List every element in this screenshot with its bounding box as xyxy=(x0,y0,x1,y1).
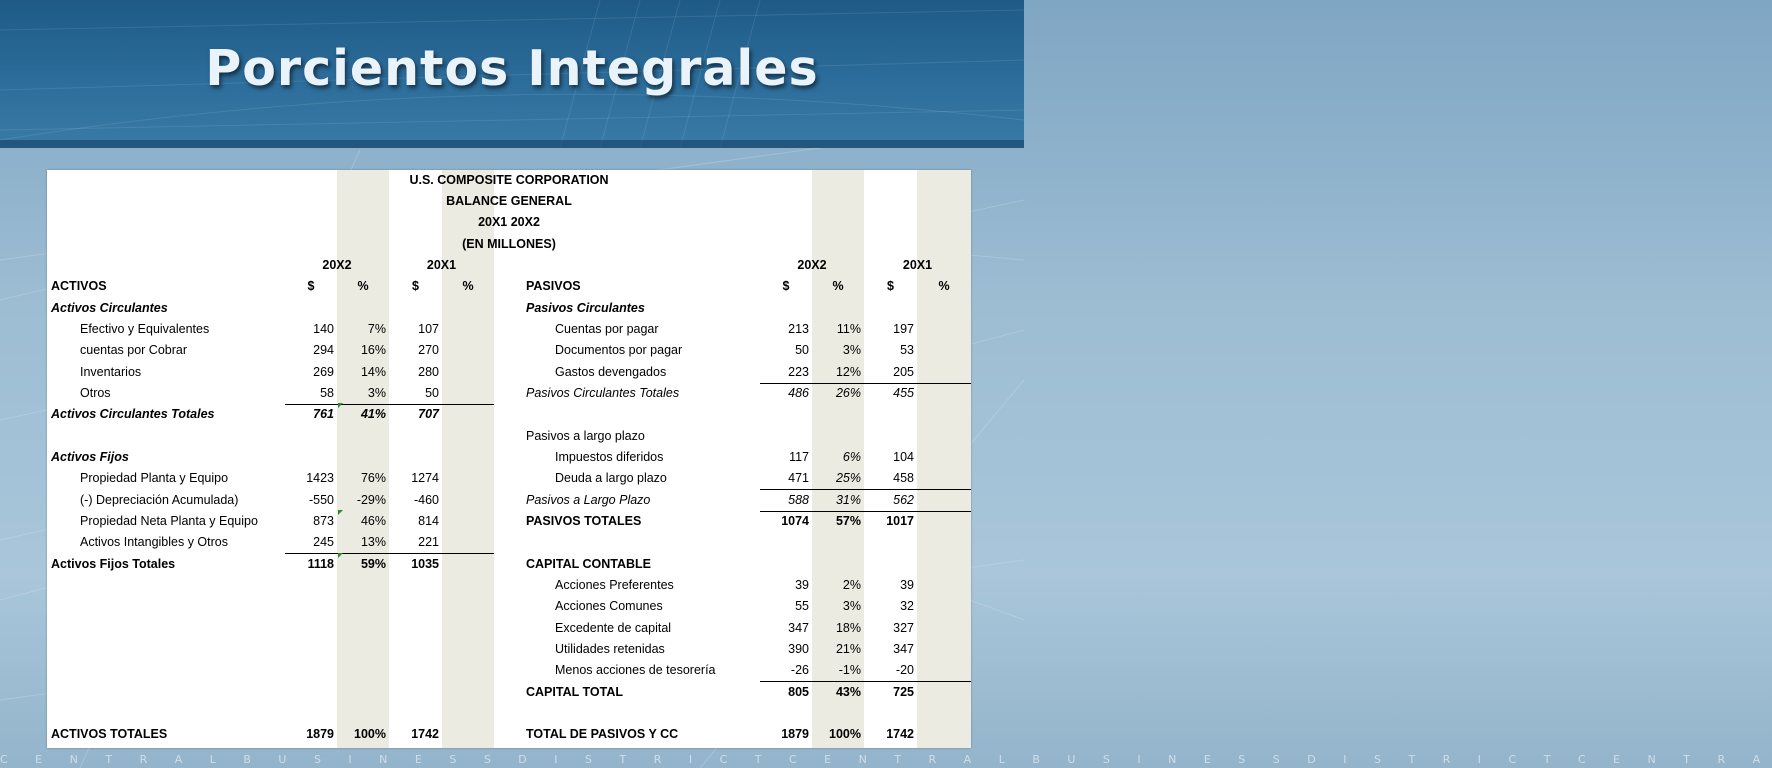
liab-row-v2: 32 xyxy=(900,599,914,613)
liab-row-label: Acciones Comunes xyxy=(555,599,663,613)
liab-row-label: Gastos devengados xyxy=(555,365,667,379)
assets-row-p1: 59% xyxy=(360,557,386,571)
assets-row-v2: 50 xyxy=(425,386,439,400)
assets-row-v1: 58 xyxy=(320,386,334,400)
assets-year-a: 20X2 xyxy=(322,258,352,272)
assets-row-label: (-) Depreciación Acumulada) xyxy=(80,493,239,507)
liab-row-p1: 25% xyxy=(835,471,861,485)
assets-row-v2: 221 xyxy=(418,535,439,549)
liab-row-label: Deuda a largo plazo xyxy=(555,471,667,485)
assets-heading: ACTIVOS xyxy=(51,279,107,293)
liab-row-p1: 31% xyxy=(835,493,861,507)
liab-year-b: 20X1 xyxy=(902,258,933,272)
liab-row-label: PASIVOS TOTALES xyxy=(526,514,642,528)
assets-row-label: Activos Circulantes xyxy=(51,301,168,315)
liab-row-v1: 39 xyxy=(795,578,809,592)
assets-grand-total-p1: 100% xyxy=(354,727,386,741)
assets-row-v2: -460 xyxy=(413,493,439,507)
liab-row-v2: 725 xyxy=(893,685,914,699)
assets-year-b: 20X1 xyxy=(426,258,457,272)
liab-heading: PASIVOS xyxy=(526,279,581,293)
liab-row-v2: 347 xyxy=(893,642,914,656)
assets-row-p1: 7% xyxy=(367,322,386,336)
footer-text-strip: C E N T R A L B U S I N E S S D I S T R I C T C E N T R A L B U S I N E S S D I S T R I C T C E N T R A xyxy=(0,753,1772,766)
liab-row-label: Acciones Preferentes xyxy=(555,578,674,592)
slide-title: Porcientos Integrales xyxy=(205,40,819,97)
assets-row-label: Activos Circulantes Totales xyxy=(51,407,215,421)
assets-grand-total-v1: 1879 xyxy=(306,727,334,741)
report-periods: 20X1 20X2 xyxy=(478,215,540,229)
assets-row-v1: 1423 xyxy=(306,471,334,485)
assets-row-v2: 1274 xyxy=(411,471,439,485)
liab-row-v2: 455 xyxy=(893,386,914,400)
assets-row-v2: 814 xyxy=(418,514,439,528)
liab-row-v1: 486 xyxy=(788,386,809,400)
liab-row-label: Pasivos Circulantes xyxy=(526,301,645,315)
liab-row-v2: 104 xyxy=(893,450,914,464)
liab-grand-total-v2: 1742 xyxy=(886,727,914,741)
liab-grand-total-label: TOTAL DE PASIVOS Y CC xyxy=(526,727,679,741)
assets-grand-total-v2: 1742 xyxy=(411,727,439,741)
liab-year-a: 20X2 xyxy=(797,258,827,272)
assets-row-v1: 140 xyxy=(313,322,334,336)
assets-row-v2: 1035 xyxy=(411,557,439,571)
assets-row-label: Activos Fijos xyxy=(51,450,129,464)
liab-row-p1: 43% xyxy=(835,685,861,699)
liab-row-v2: 327 xyxy=(893,621,914,635)
liab-row-label: CAPITAL TOTAL xyxy=(526,685,623,699)
liab-col-dollar-b: $ xyxy=(887,279,894,293)
liab-row-v1: 805 xyxy=(788,685,809,699)
liab-row-v2: 205 xyxy=(893,365,914,379)
assets-grand-total-label: ACTIVOS TOTALES xyxy=(51,727,168,741)
liab-row-v1: 1074 xyxy=(781,514,809,528)
liab-grand-total-v1: 1879 xyxy=(781,727,809,741)
assets-col-dollar-b: $ xyxy=(412,279,419,293)
assets-row-p1: 3% xyxy=(367,386,386,400)
assets-row-v1: 245 xyxy=(313,535,334,549)
liab-row-p1: 26% xyxy=(835,386,861,400)
assets-row-v2: 707 xyxy=(418,407,439,421)
formula-marker xyxy=(338,403,343,408)
title-banner xyxy=(0,0,1024,148)
assets-row-label: Propiedad Planta y Equipo xyxy=(80,471,229,485)
assets-row-p1: 13% xyxy=(360,535,386,549)
assets-row-label: Activos Intangibles y Otros xyxy=(80,535,228,549)
assets-row-label: Activos Fijos Totales xyxy=(51,557,176,571)
report-units: (EN MILLONES) xyxy=(462,237,556,251)
assets-row-v1: -550 xyxy=(308,493,334,507)
formula-marker xyxy=(338,510,343,515)
assets-row-label: Propiedad Neta Planta y Equipo xyxy=(80,514,258,528)
assets-row-p1: 76% xyxy=(360,471,386,485)
liab-col-pct-b: % xyxy=(938,279,950,293)
liab-row-label: Pasivos a largo plazo xyxy=(526,429,645,443)
liab-row-v2: 458 xyxy=(893,471,914,485)
liab-col-pct-a: % xyxy=(832,279,844,293)
assets-col-pct-a: % xyxy=(357,279,369,293)
liab-row-label: Pasivos a Largo Plazo xyxy=(526,493,651,507)
assets-row-v1: 1118 xyxy=(307,557,334,571)
company-name: U.S. COMPOSITE CORPORATION xyxy=(409,173,609,187)
liab-grand-total-p1: 100% xyxy=(829,727,861,741)
liab-row-label: Impuestos diferidos xyxy=(555,450,664,464)
report-name: BALANCE GENERAL xyxy=(446,194,572,208)
liab-row-p1: 57% xyxy=(835,514,861,528)
liab-row-v1: 55 xyxy=(795,599,809,613)
liab-col-dollar-a: $ xyxy=(782,279,790,293)
assets-row-label: Efectivo y Equivalentes xyxy=(80,322,210,336)
assets-row-label: cuentas por Cobrar xyxy=(80,343,188,357)
liab-row-p1: 3% xyxy=(842,343,861,357)
liab-row-p1: 6% xyxy=(842,450,861,464)
balance-sheet-table xyxy=(47,170,971,748)
liab-row-v1: 213 xyxy=(788,322,809,336)
liab-row-v2: 197 xyxy=(893,322,914,336)
liab-row-p1: -1% xyxy=(838,663,861,677)
liab-row-label: Pasivos Circulantes Totales xyxy=(526,386,680,400)
liab-row-v1: 390 xyxy=(788,642,809,656)
assets-row-v2: 270 xyxy=(418,343,439,357)
assets-col-pct-b: % xyxy=(462,279,474,293)
assets-row-p1: 16% xyxy=(360,343,386,357)
liab-row-v1: -26 xyxy=(790,663,809,677)
liab-row-p1: 18% xyxy=(835,621,861,635)
liab-row-v1: 471 xyxy=(788,471,809,485)
assets-row-label: Otros xyxy=(80,386,111,400)
liab-row-label: Excedente de capital xyxy=(555,621,672,635)
liab-row-p1: 21% xyxy=(835,642,861,656)
assets-row-p1: 46% xyxy=(360,514,386,528)
liab-row-v1: 347 xyxy=(788,621,809,635)
formula-marker xyxy=(338,553,343,558)
liab-row-label: Utilidades retenidas xyxy=(555,642,665,656)
liab-row-v2: -20 xyxy=(895,663,914,677)
assets-row-v1: 269 xyxy=(313,365,334,379)
assets-row-v1: 294 xyxy=(313,343,334,357)
liab-row-v2: 562 xyxy=(893,493,914,507)
assets-row-p1: 41% xyxy=(360,407,386,421)
liab-row-v1: 50 xyxy=(795,343,809,357)
liab-row-v2: 1017 xyxy=(886,514,914,528)
assets-row-v2: 107 xyxy=(418,322,439,336)
assets-row-p1: 14% xyxy=(360,365,386,379)
liab-row-p1: 3% xyxy=(842,599,861,613)
liab-row-v1: 223 xyxy=(788,365,809,379)
liab-row-v1: 588 xyxy=(788,493,809,507)
assets-row-v1: 873 xyxy=(313,514,334,528)
liab-row-label: CAPITAL CONTABLE xyxy=(526,557,651,571)
liab-row-p1: 12% xyxy=(835,365,861,379)
liab-row-v2: 53 xyxy=(900,343,914,357)
liab-row-label: Documentos por pagar xyxy=(555,343,683,357)
assets-row-v2: 280 xyxy=(418,365,439,379)
liab-row-label: Cuentas por pagar xyxy=(555,322,659,336)
liab-row-label: Menos acciones de tesorería xyxy=(555,663,716,677)
assets-col-dollar-a: $ xyxy=(307,279,315,293)
liab-row-p1: 11% xyxy=(836,322,861,336)
liab-row-v1: 117 xyxy=(789,450,809,464)
assets-row-v1: 761 xyxy=(313,407,334,421)
assets-row-label: Inventarios xyxy=(80,365,142,379)
liab-row-v2: 39 xyxy=(900,578,914,592)
liab-row-p1: 2% xyxy=(842,578,861,592)
assets-row-p1: -29% xyxy=(356,493,386,507)
